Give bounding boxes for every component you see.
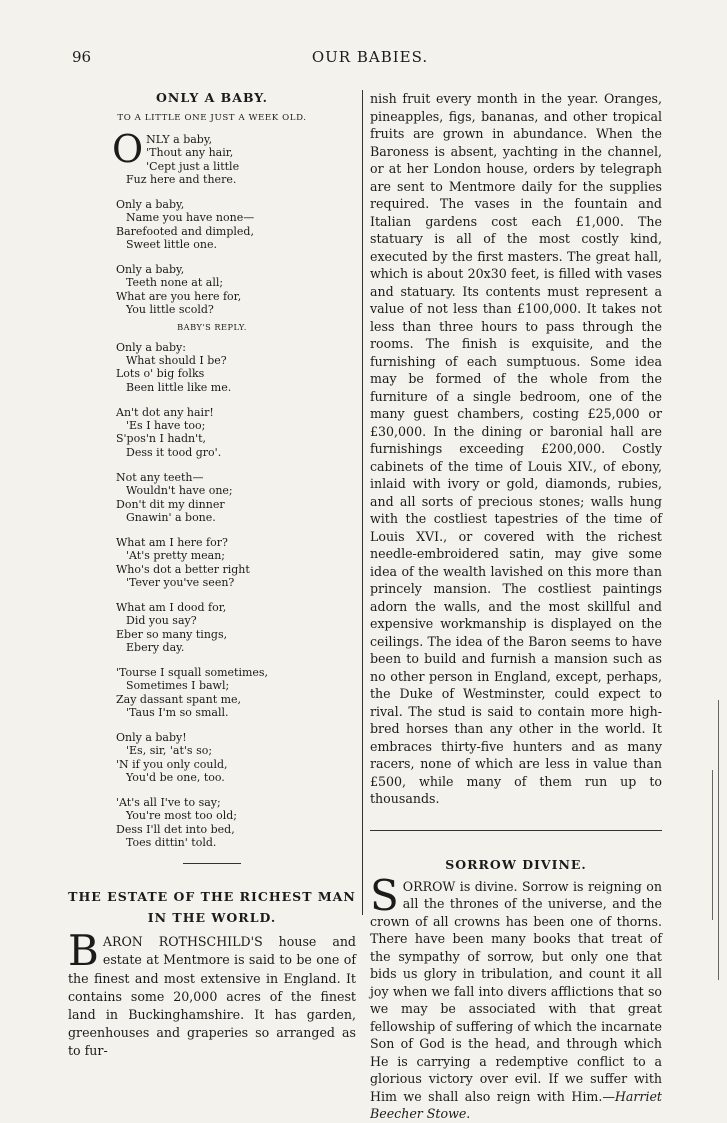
poem-line: Don't dit my dinner bbox=[116, 497, 225, 511]
poem-line: 'Tourse I squall sometimes, bbox=[116, 665, 269, 679]
sorrow-text: ORROW is divine. Sorrow is reigning on all the thrones of the universe, and the crown of all crowns has been one of thorns. There have been many books that treat of the sympathy of sorrow, but only one that bids us glory in tribulation, and count it all joy when we fall into divers afflictions that so we may be associated with that great fellowship of suffering of which the incarnate Son of God is the head, and through which He is carrying a redemptive conflict to a glorious victory over evil. If we suffer with Him we shall also reign with Him.— bbox=[370, 878, 662, 1104]
poem-line: Who's dot a better right bbox=[116, 562, 250, 576]
poem-line: Fuz here and there. bbox=[126, 173, 237, 187]
poem-line: Only a baby! bbox=[116, 730, 187, 744]
poem-drop-cap: O bbox=[112, 127, 144, 171]
poem-line: S'pos'n I hadn't, bbox=[116, 432, 207, 446]
reply-stanza bbox=[116, 536, 356, 590]
poem-dedication: TO A LITTLE ONE JUST A WEEK OLD. bbox=[117, 113, 307, 123]
running-title: OUR BABIES. bbox=[311, 48, 429, 66]
poem-line: 'Taus I'm so small. bbox=[126, 705, 229, 719]
left-column bbox=[68, 90, 356, 1060]
poem-line: 'Thout any hair, bbox=[146, 146, 234, 160]
reply-heading: BABY'S REPLY. bbox=[177, 321, 247, 332]
poem-line: Toes dittin' told. bbox=[126, 835, 217, 849]
right-column bbox=[370, 90, 662, 1123]
poem-line: 'At's all I've to say; bbox=[116, 795, 221, 809]
estate-title-line2: IN THE WORLD. bbox=[147, 910, 277, 926]
poem-line: Not any teeth— bbox=[116, 470, 204, 484]
poem-line: You're most too old; bbox=[126, 809, 237, 823]
poem-line: What am I dood for, bbox=[116, 600, 227, 614]
page-number: 96 bbox=[72, 48, 92, 66]
reply-stanza bbox=[116, 796, 356, 850]
poem-line: 'N if you only could, bbox=[116, 757, 228, 771]
poem-line: Been little like me. bbox=[126, 380, 232, 394]
poem-line: Zay dassant spant me, bbox=[116, 692, 242, 706]
sorrow-author: Harriet Beecher Stowe. bbox=[370, 1088, 662, 1121]
poem-line: Dess I'll det into bed, bbox=[116, 822, 235, 836]
poem-line: Only a baby: bbox=[116, 340, 186, 354]
poem-line: Dess it tood gro'. bbox=[126, 445, 222, 459]
poem-line: Lots o' big folks bbox=[116, 367, 205, 381]
poem-line: 'Tever you've seen? bbox=[126, 575, 235, 589]
reply-stanza bbox=[116, 601, 356, 655]
estate-text-left: ARON ROTHSCHILD'S house and estate at Mentmore is said to be one of the finest and most extensive in England. It contains some 20,000 acres of the finest land in Buckinghamshire. It has garden, greenhouses and graperies so arranged as to fur- bbox=[68, 934, 356, 1058]
poem-line: Did you say? bbox=[126, 614, 197, 628]
poem-stanza bbox=[112, 127, 356, 187]
poem-line: Teeth none at all; bbox=[126, 276, 224, 290]
poem-line: What am I here for? bbox=[116, 535, 228, 549]
poem-line: 'Es, sir, 'at's so; bbox=[126, 744, 213, 758]
poem-line: Name you have none— bbox=[126, 211, 255, 225]
poem-line: An't dot any hair! bbox=[116, 405, 214, 419]
reply-stanza bbox=[116, 341, 356, 395]
poem-line: What should I be? bbox=[126, 354, 227, 368]
poem-stanza bbox=[116, 198, 356, 252]
poem-body bbox=[68, 127, 356, 317]
estate-drop-cap: B bbox=[68, 926, 99, 976]
poem-title: ONLY A BABY. bbox=[156, 90, 268, 105]
section-divider bbox=[370, 830, 662, 831]
sorrow-title: SORROW DIVINE. bbox=[445, 856, 587, 872]
reply-stanza bbox=[116, 406, 356, 460]
poem-line: Wouldn't have one; bbox=[126, 484, 233, 498]
poem-line: NLY a baby, bbox=[146, 133, 213, 146]
estate-title bbox=[68, 886, 356, 928]
poem-line: Only a baby, bbox=[116, 198, 185, 212]
poem-line: Eber so many tings, bbox=[116, 627, 228, 641]
poem-line: You little scold? bbox=[126, 303, 214, 317]
estate-body-left bbox=[68, 926, 356, 1060]
page-edge-line bbox=[712, 770, 713, 920]
reply-stanza bbox=[116, 666, 356, 720]
page-header bbox=[60, 48, 680, 70]
page-edge-line bbox=[718, 700, 719, 980]
reply-body bbox=[68, 341, 356, 850]
poem-line: 'Es I have too; bbox=[126, 419, 206, 433]
poem-stanza bbox=[116, 263, 356, 317]
column-divider bbox=[362, 90, 363, 915]
poem-line: 'Cept just a little bbox=[146, 159, 240, 173]
estate-title-line1: THE ESTATE OF THE RICHEST MAN bbox=[68, 889, 356, 905]
reply-stanza bbox=[116, 731, 356, 785]
sorrow-body bbox=[370, 870, 662, 1123]
estate-body-right: nish fruit every month in the year. Oranges, pineapples, figs, bananas, and other tropical fruits are grown in abundance. When the Baroness is absent, yachting in the channel, or at her London house, orders by telegraph are sent to Mentmore daily for the supplies required. The vases in the fountain and Italian gardens cost each £1,000. The statuary is all of the most costly kind, executed by the first masters. The great hall, which is about 20x30 feet, is filled with vases and statuary. Its contents must represent a value of not less than £100,000. It takes not less than three hours to pass through the rooms. The finish is exquisite, and the furnishing of each sumptuous. Some idea may be formed of the whole from the furniture of a single bedroom, one of the many guest chambers, costing £25,000 or £30,000. In the dining or baronial hall are furnishings exceeding £200,000. Costly cabinets of the time of Louis XIV., of ebony, inlaid with ivory or gold, diamonds, rubies, and all sorts of precious stones; walls hung with the costliest tapestries of the time of Louis XVI., or covered with the richest needle-embroidered satin, may give some idea of the wealth lavished on this more than princely mansion. The costliest paintings adorn the walls, and the most skillful and expensive workmanship is displayed on the ceilings. The idea of the Baron seems to have been to build and furnish a mansion such as no other person in England, except, perhaps, the Duke of Westminster, could expect to rival. The stud is said to contain more high-bred horses than any other in the world. It embraces thirty-five hunters and as many racers, none of which are less in value than £500, while many of them run up to thousands. bbox=[370, 91, 662, 806]
poem-line: Only a baby, bbox=[116, 263, 185, 277]
sorrow-drop-cap: S bbox=[370, 870, 399, 920]
poem-line: Sweet little one. bbox=[126, 238, 218, 252]
poem-line: Gnawin' a bone. bbox=[126, 510, 216, 524]
poem-line: 'At's pretty mean; bbox=[126, 549, 226, 563]
poem-line: Barefooted and dimpled, bbox=[116, 224, 254, 238]
poem-line: Ebery day. bbox=[126, 640, 185, 654]
poem-line: You'd be one, too. bbox=[126, 770, 225, 784]
poem-line: What are you here for, bbox=[116, 289, 242, 303]
section-divider bbox=[183, 863, 241, 864]
poem-line: Sometimes I bawl; bbox=[126, 679, 230, 693]
reply-stanza bbox=[116, 471, 356, 525]
